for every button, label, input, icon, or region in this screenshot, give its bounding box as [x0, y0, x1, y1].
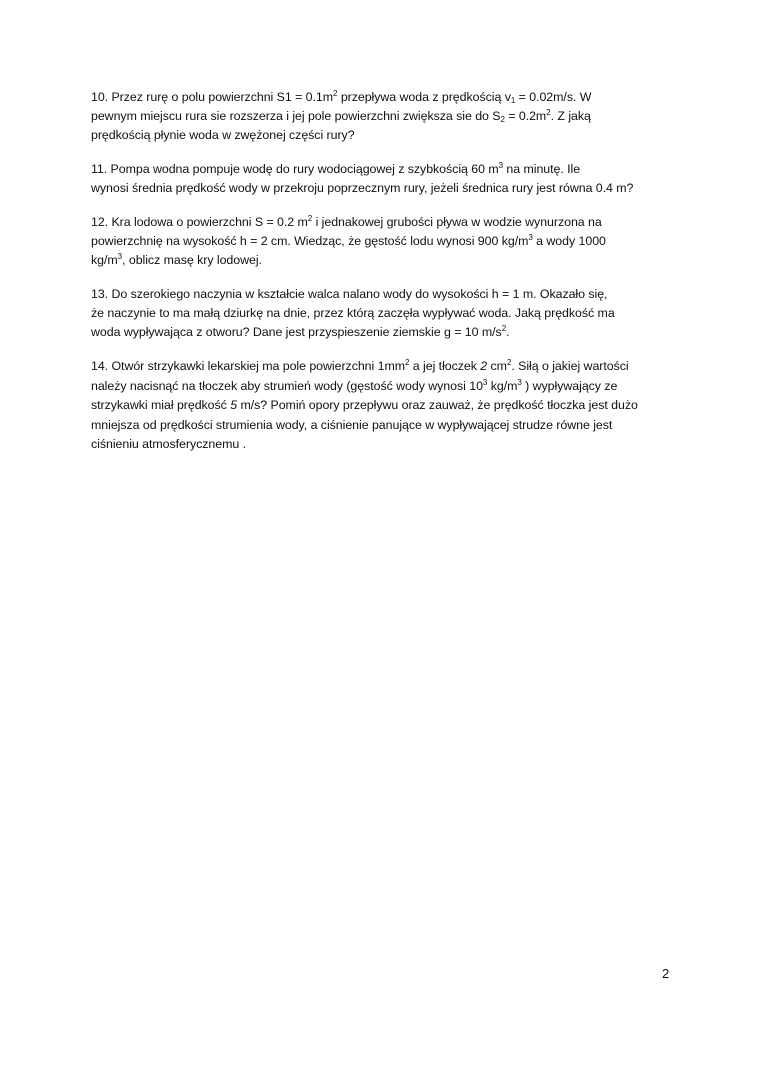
problem-line — [91, 435, 681, 455]
text-segment: powierzchnię na wysokość h = 2 cm. Wiedząc, że gęstość lodu wynosi 900 kg/m — [91, 234, 529, 248]
problem-line — [91, 126, 681, 145]
superscript: 2 — [501, 324, 507, 333]
problem-line — [91, 416, 681, 436]
text-segment: a jej tłoczek — [409, 359, 481, 373]
problem-line — [91, 323, 681, 342]
problem-line — [91, 251, 681, 270]
superscript: 3 — [528, 233, 533, 242]
superscript: 2 — [506, 358, 512, 367]
problem-line — [91, 88, 681, 107]
problem-line — [91, 232, 681, 251]
text-segment: 11. Pompa wodna pompuje wodę do rury wodociągowej z szybkością 60 m — [91, 162, 499, 176]
text-segment: na minutę. Ile — [503, 162, 581, 176]
text-segment: kg/m — [487, 378, 518, 393]
superscript: 3 — [498, 161, 504, 170]
problem-13 — [91, 285, 681, 342]
superscript: 2 — [546, 108, 551, 117]
problem-11 — [91, 160, 681, 198]
text-segment: a wody 1000 — [532, 234, 606, 248]
superscript: 3 — [117, 252, 123, 261]
problem-line — [91, 213, 681, 232]
italic-text: 5 — [230, 398, 238, 413]
text-segment: prędkością płynie woda w zwężonej części rury? — [91, 128, 355, 142]
text-segment: ciśnieniu atmosferycznemu . — [91, 437, 246, 452]
text-segment: należy nacisnąć na tłoczek aby strumień wody (gęstość wody wynosi 10 — [91, 378, 483, 393]
page-number: 2 — [662, 966, 670, 981]
text-segment: kg/m — [91, 253, 118, 267]
superscript: 3 — [482, 377, 488, 387]
italic-text: 2 — [480, 359, 488, 373]
problem-line — [91, 377, 681, 397]
text-segment: = 0.2m — [504, 109, 547, 123]
problem-10 — [91, 88, 681, 145]
problem-14 — [91, 357, 681, 455]
text-segment: mniejsza od prędkości strumienia wody, a ciśnienie panujące w wypływającej strudze równe jest — [91, 417, 613, 432]
text-segment: strzykawki miał prędkość — [91, 398, 231, 413]
text-segment: 14. Otwór strzykawki lekarskiej ma pole powierzchni 1mm — [91, 359, 405, 373]
text-segment: = 0.02m/s. W — [515, 90, 592, 104]
text-segment: 13. Do szerokiego naczynia w kształcie walca nalano wody do wysokości h = 1 m. Okazało się, — [91, 287, 608, 301]
problem-line — [91, 304, 681, 323]
superscript: 2 — [307, 214, 313, 223]
text-segment: woda wypływająca z otworu? Dane jest przyspieszenie ziemskie g = 10 m/s — [91, 325, 502, 339]
text-segment: że naczynie to ma małą dziurkę na dnie, przez którą zaczęła wypływać woda. Jaką prędkość ma — [91, 306, 615, 320]
problem-line — [91, 357, 681, 377]
superscript: 3 — [517, 377, 522, 387]
text-segment: pewnym miejscu rura sie rozszerza i jej pole powierzchni zwiększa sie do S — [91, 109, 501, 123]
text-segment: przepływa woda z prędkością v — [337, 90, 511, 104]
subscript: 1 — [510, 96, 516, 105]
subscript: 2 — [500, 115, 505, 124]
problem-12 — [91, 213, 681, 270]
problem-line — [91, 396, 681, 416]
problem-line — [91, 107, 681, 126]
text-segment: . Z jaką — [550, 109, 591, 123]
problem-line — [91, 179, 681, 198]
text-segment: . — [506, 325, 510, 339]
text-segment: i jednakowej grubości pływa w wodzie wynurzona na — [312, 215, 602, 229]
superscript: 2 — [405, 358, 410, 367]
problem-line — [91, 285, 681, 304]
text-segment: wynosi średnia prędkość wody w przekroju poprzecznym rury, jeżeli średnica rury jest równa 0.4 m? — [91, 181, 634, 195]
text-segment: m/s? Pomiń opory przepływu oraz zauważ, że prędkość tłoczka jest dużo — [237, 398, 638, 413]
text-segment: 10. Przez rurę o polu powierzchni S1 = 0.1m — [91, 90, 334, 104]
text-segment: 12. Kra lodowa o powierzchni S = 0.2 m — [91, 215, 308, 229]
text-segment: ) wypływający ze — [521, 378, 618, 393]
text-segment: cm — [487, 359, 507, 373]
superscript: 2 — [333, 89, 338, 98]
problem-line — [91, 160, 681, 179]
text-segment: , oblicz masę kry lodowej. — [122, 253, 262, 267]
text-segment: . Siłą o jakiej wartości — [511, 359, 629, 373]
problem-list — [91, 88, 681, 470]
